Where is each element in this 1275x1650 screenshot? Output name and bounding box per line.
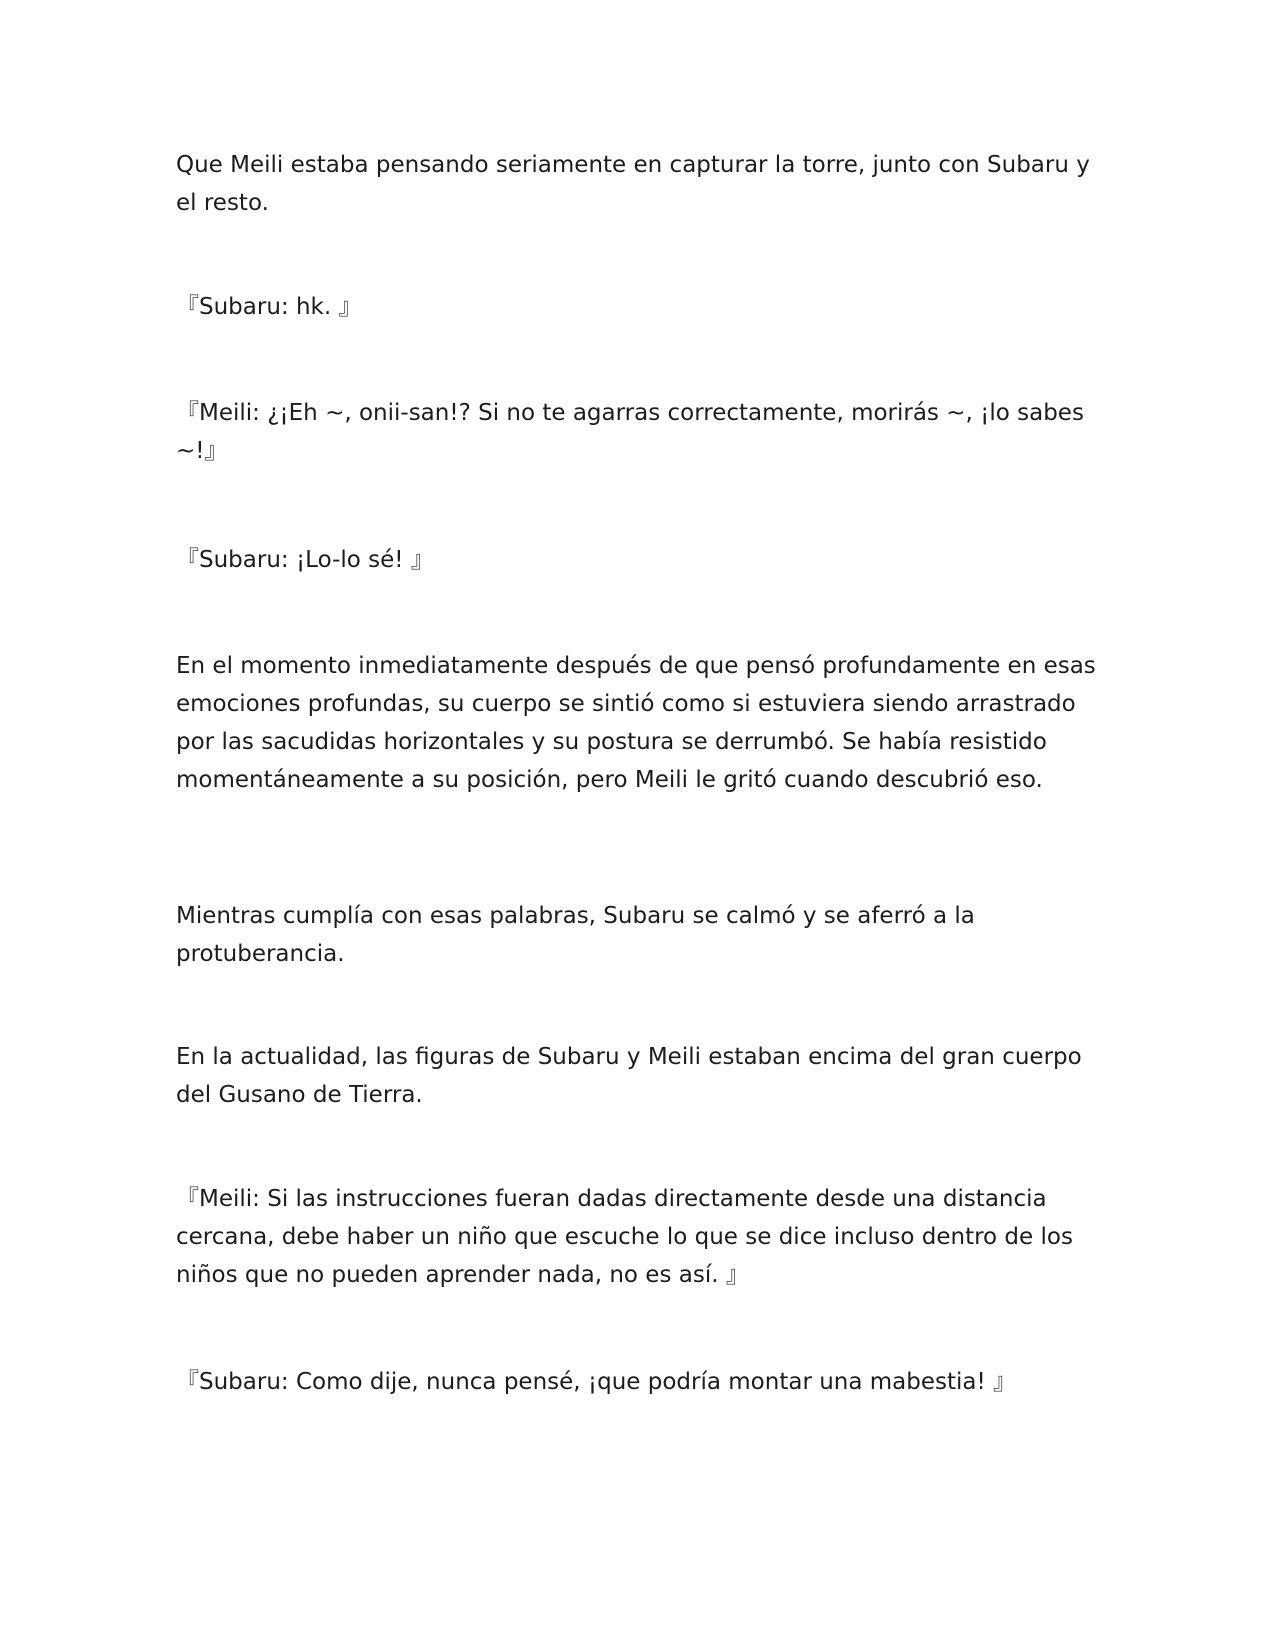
paragraph-narration-3: Mientras cumplía con esas palabras, Subaru se calmó y se aferró a la protuberancia. [176,903,975,967]
paragraph-narration-1: Que Meili estaba pensando seriamente en capturar la torre, junto con Subaru y el resto. [176,152,1090,216]
paragraph-dialogue-subaru-2: 『Subaru: ¡Lo-lo sé! 』 [176,547,434,573]
paragraph-dialogue-meili-1: 『Meili: ¿¡Eh ~, onii-san!? Si no te agarras correctamente, morirás ~, ¡lo sabes ~!』 [176,400,1084,464]
paragraph-narration-2: En el momento inmediatamente después de que pensó profundamente en esas emociones profundas, su cuerpo se sintió como si estuviera siendo arrastrado por las sacudidas horizontales y su postura se derrumbó. Se había resistido momentáneamente a su posición, pero Meili le gritó cuando descubrió eso. [176,653,1096,793]
paragraph-dialogue-meili-2: 『Meili: Si las instrucciones fueran dadas directamente desde una distancia cercana, debe haber un niño que escuche lo que se dice incluso dentro de los niños que no pueden aprender nada, no es así. 』 [176,1186,1073,1288]
paragraph-dialogue-subaru-1: 『Subaru: hk. 』 [176,294,362,320]
paragraph-dialogue-subaru-3: 『Subaru: Como dije, nunca pensé, ¡que podría montar una mabestia! 』 [176,1369,1017,1395]
paragraph-narration-4: En la actualidad, las figuras de Subaru y Meili estaban encima del gran cuerpo del Gusano de Tierra. [176,1044,1082,1108]
